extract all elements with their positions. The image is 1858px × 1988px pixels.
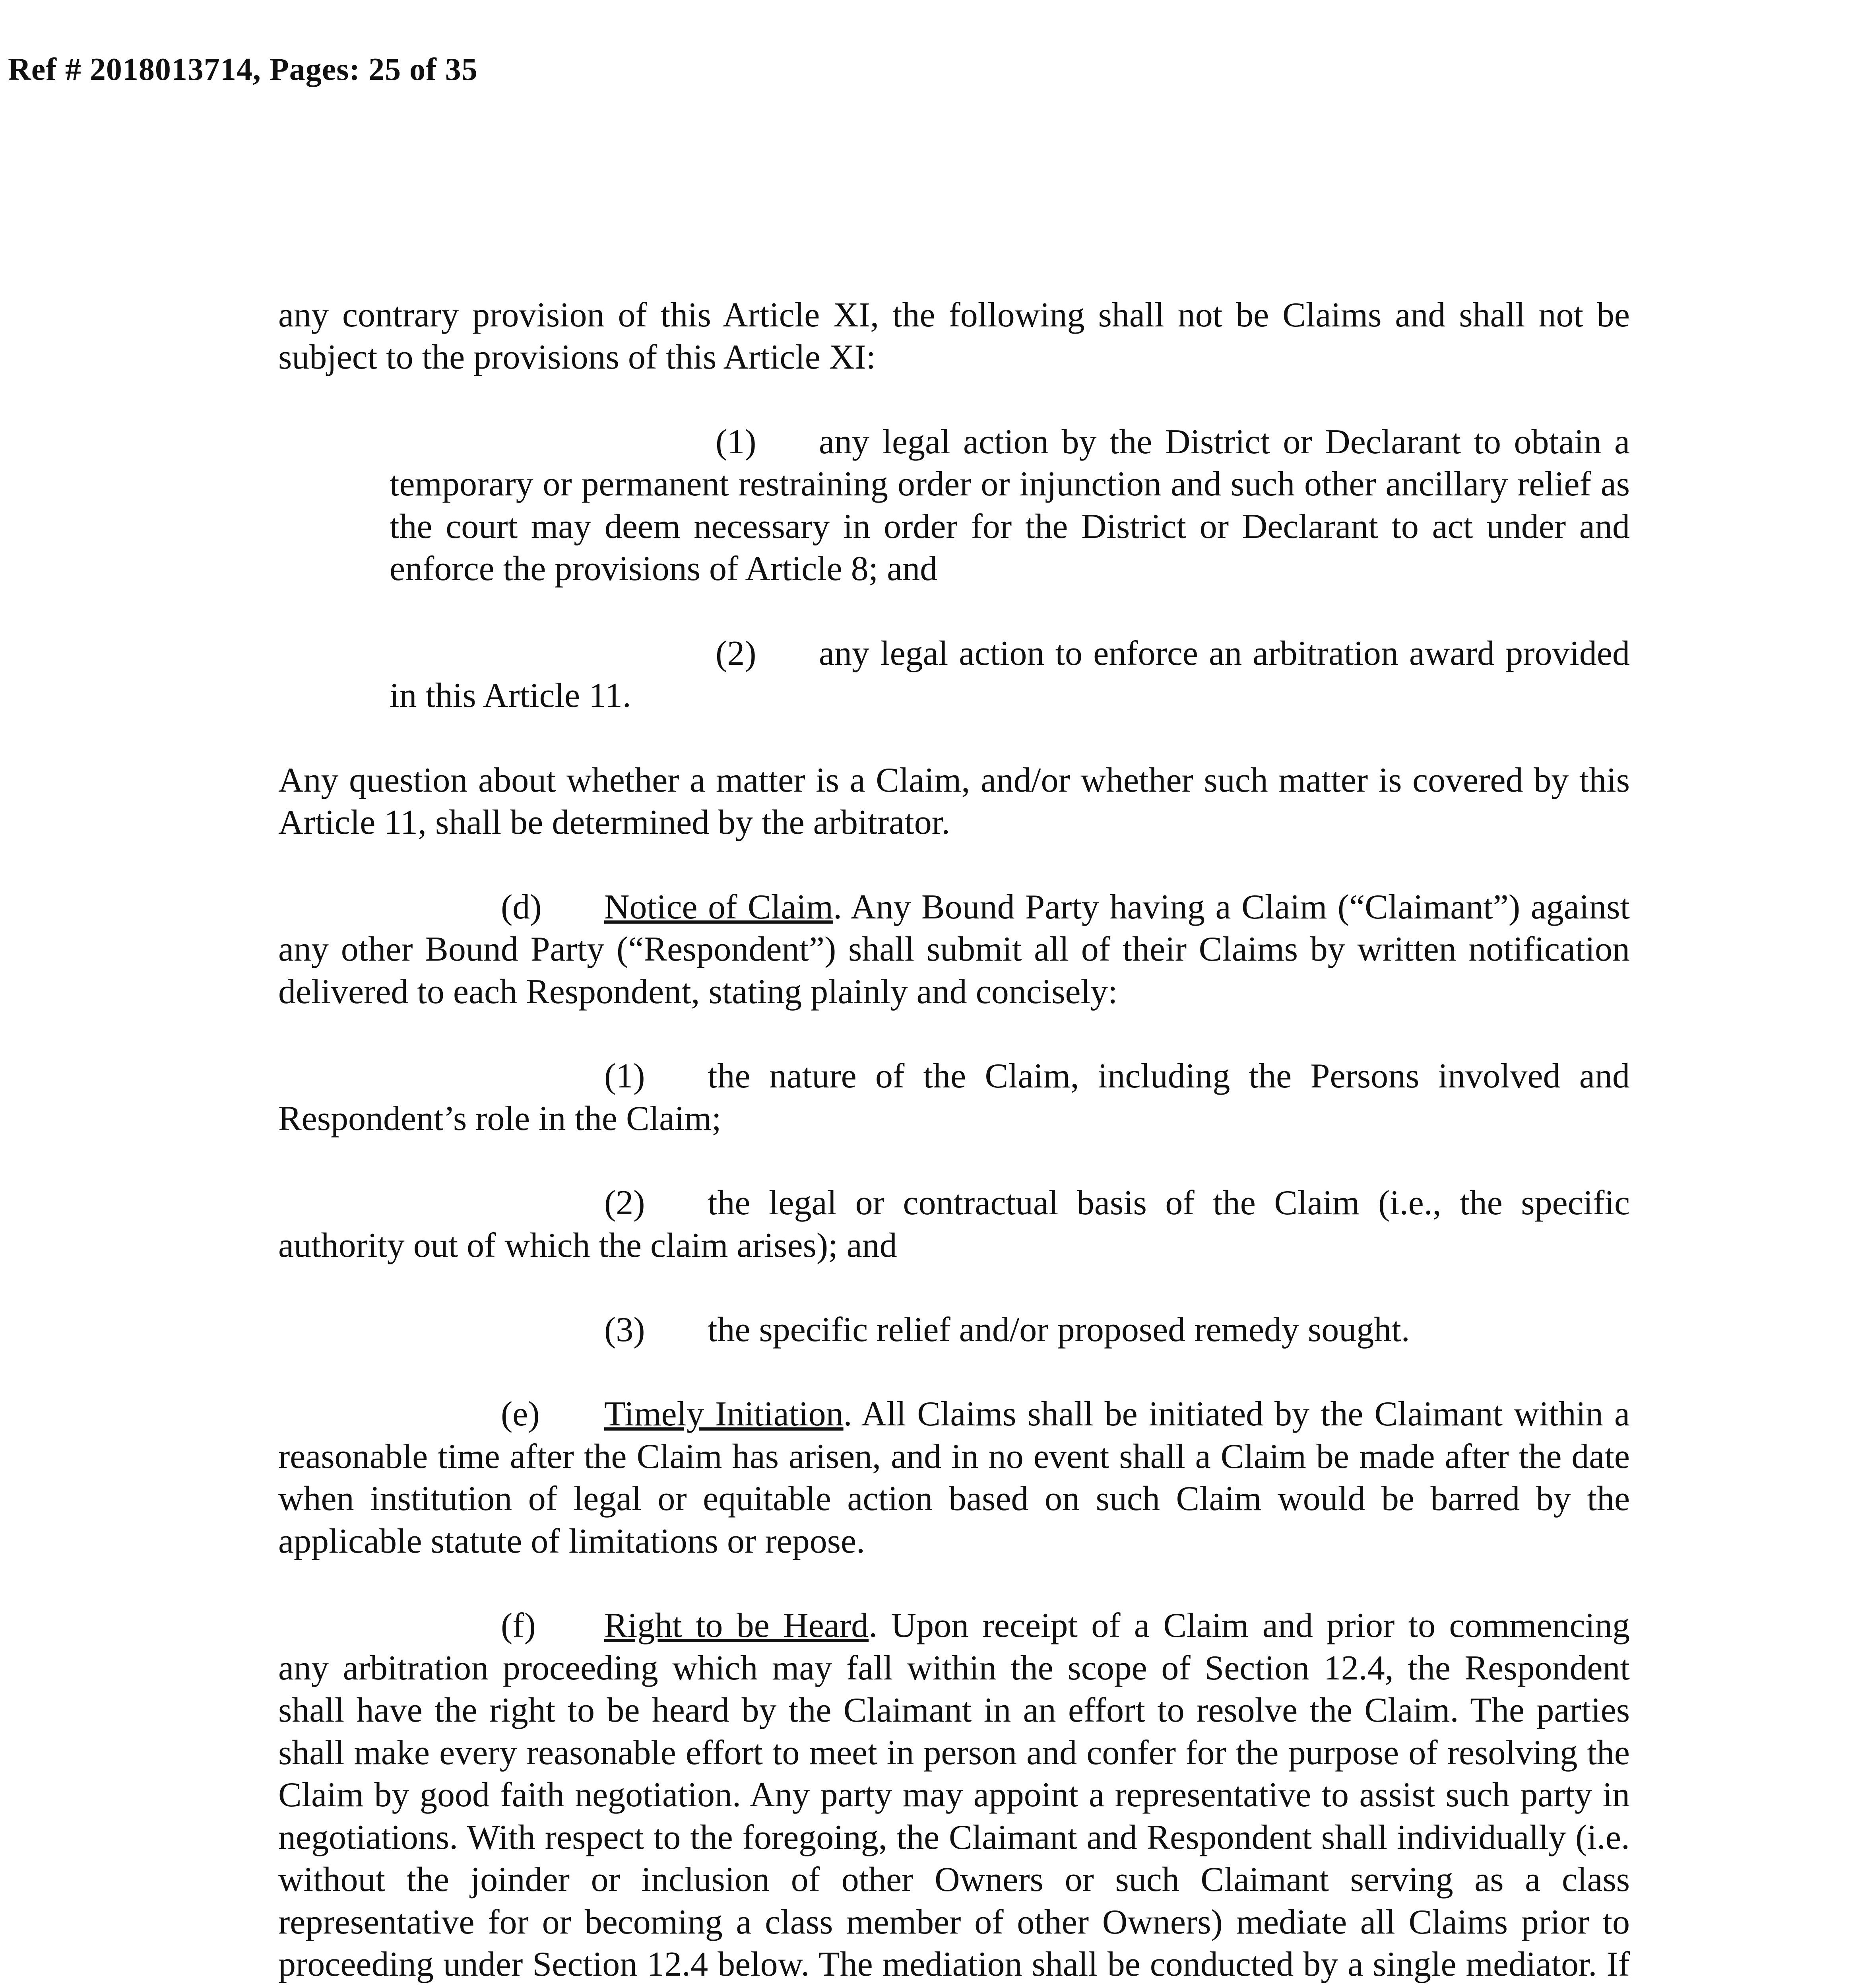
- exception-item-2: [390, 633, 1630, 717]
- section-d-title: Notice of Claim: [604, 887, 834, 926]
- section-d-item-3: [278, 1309, 1630, 1351]
- exception-2-text: any legal action to enforce an arbitration award provided in this Article 11.: [390, 634, 1630, 715]
- exception-2-label: (2): [716, 634, 756, 673]
- document-reference-header: Ref # 2018013714, Pages: 25 of 35: [8, 52, 478, 87]
- exception-1-text: any legal action by the District or Declarant to obtain a temporary or permanent restraining order or injunction and such other ancillary relief as the court may deem necessary in order for the District or Declarant to act under and enforce the provisions of Article 8; and: [390, 422, 1630, 588]
- section-d-item-1-text: the nature of the Claim, including the Persons involved and Respondent’s role in the Claim;: [278, 1057, 1630, 1138]
- section-d-item-3-label: (3): [604, 1310, 645, 1349]
- intro-paragraph: any contrary provision of this Article XI, the following shall not be Claims and shall not be subject to the provisions of this Article XI:: [278, 296, 1630, 377]
- section-e-label: (e): [501, 1395, 540, 1434]
- section-e-text: . All Claims shall be initiated by the Claimant within a reasonable time after the Claim has arisen, and in no event shall a Claim be made after the date when institution of legal or equitable action based on such Claim would be barred by the applicable statute of limitations or repose.: [278, 1395, 1630, 1561]
- exception-1-label: (1): [716, 422, 756, 461]
- section-f-text: . Upon receipt of a Claim and prior to commencing any arbitration proceeding which may fall within the scope of Section 12.4, the Respondent shall have the right to be heard by the Claimant in an effort to resolve the Claim. The parties shall make every reasonable effort to meet in person and confer for the purpose of resolving the Claim by good faith negotiation. Any party may appoint a representative to assist such party in negotiations. With respect to the foregoing, the Claimant and Respondent shall individually (i.e. without the joinder or inclusion of other Owners or such Claimant serving as a class representative for or becoming a class member of other Owners) mediate all Claims prior to proceeding under Section 12.4 below. The mediation shall be conducted by a single mediator. If: [278, 1606, 1630, 1984]
- section-d-item-2-text: the legal or contractual basis of the Claim (i.e., the specific authority out of which the claim arises); and: [278, 1184, 1630, 1265]
- section-d-item-1: [278, 1055, 1630, 1140]
- document-body: [278, 294, 1630, 1988]
- section-e-title: Timely Initiation: [604, 1395, 844, 1434]
- section-f-label: (f): [501, 1606, 536, 1645]
- section-d-label: (d): [501, 887, 542, 926]
- section-f-title: Right to be Heard: [604, 1606, 869, 1645]
- section-d-text: . Any Bound Party having a Claim (“Claimant”) against any other Bound Party (“Respondent”) shall submit all of their Claims by written notification delivered to each Respondent, stating plainly and concisely:: [278, 887, 1630, 1011]
- section-f-paragraph: [278, 1605, 1630, 1988]
- section-d-item-3-text: the specific relief and/or proposed remedy sought.: [708, 1310, 1410, 1349]
- exception-item-1: [390, 421, 1630, 590]
- section-e-paragraph: [278, 1393, 1630, 1563]
- section-d-item-2-label: (2): [604, 1184, 645, 1223]
- section-d-paragraph: [278, 886, 1630, 1013]
- section-d-item-2: [278, 1182, 1630, 1267]
- question-paragraph: Any question about whether a matter is a Claim, and/or whether such matter is covered by this Article 11, shall be determined by the arbitrator.: [278, 761, 1630, 842]
- section-d-item-1-label: (1): [604, 1057, 645, 1096]
